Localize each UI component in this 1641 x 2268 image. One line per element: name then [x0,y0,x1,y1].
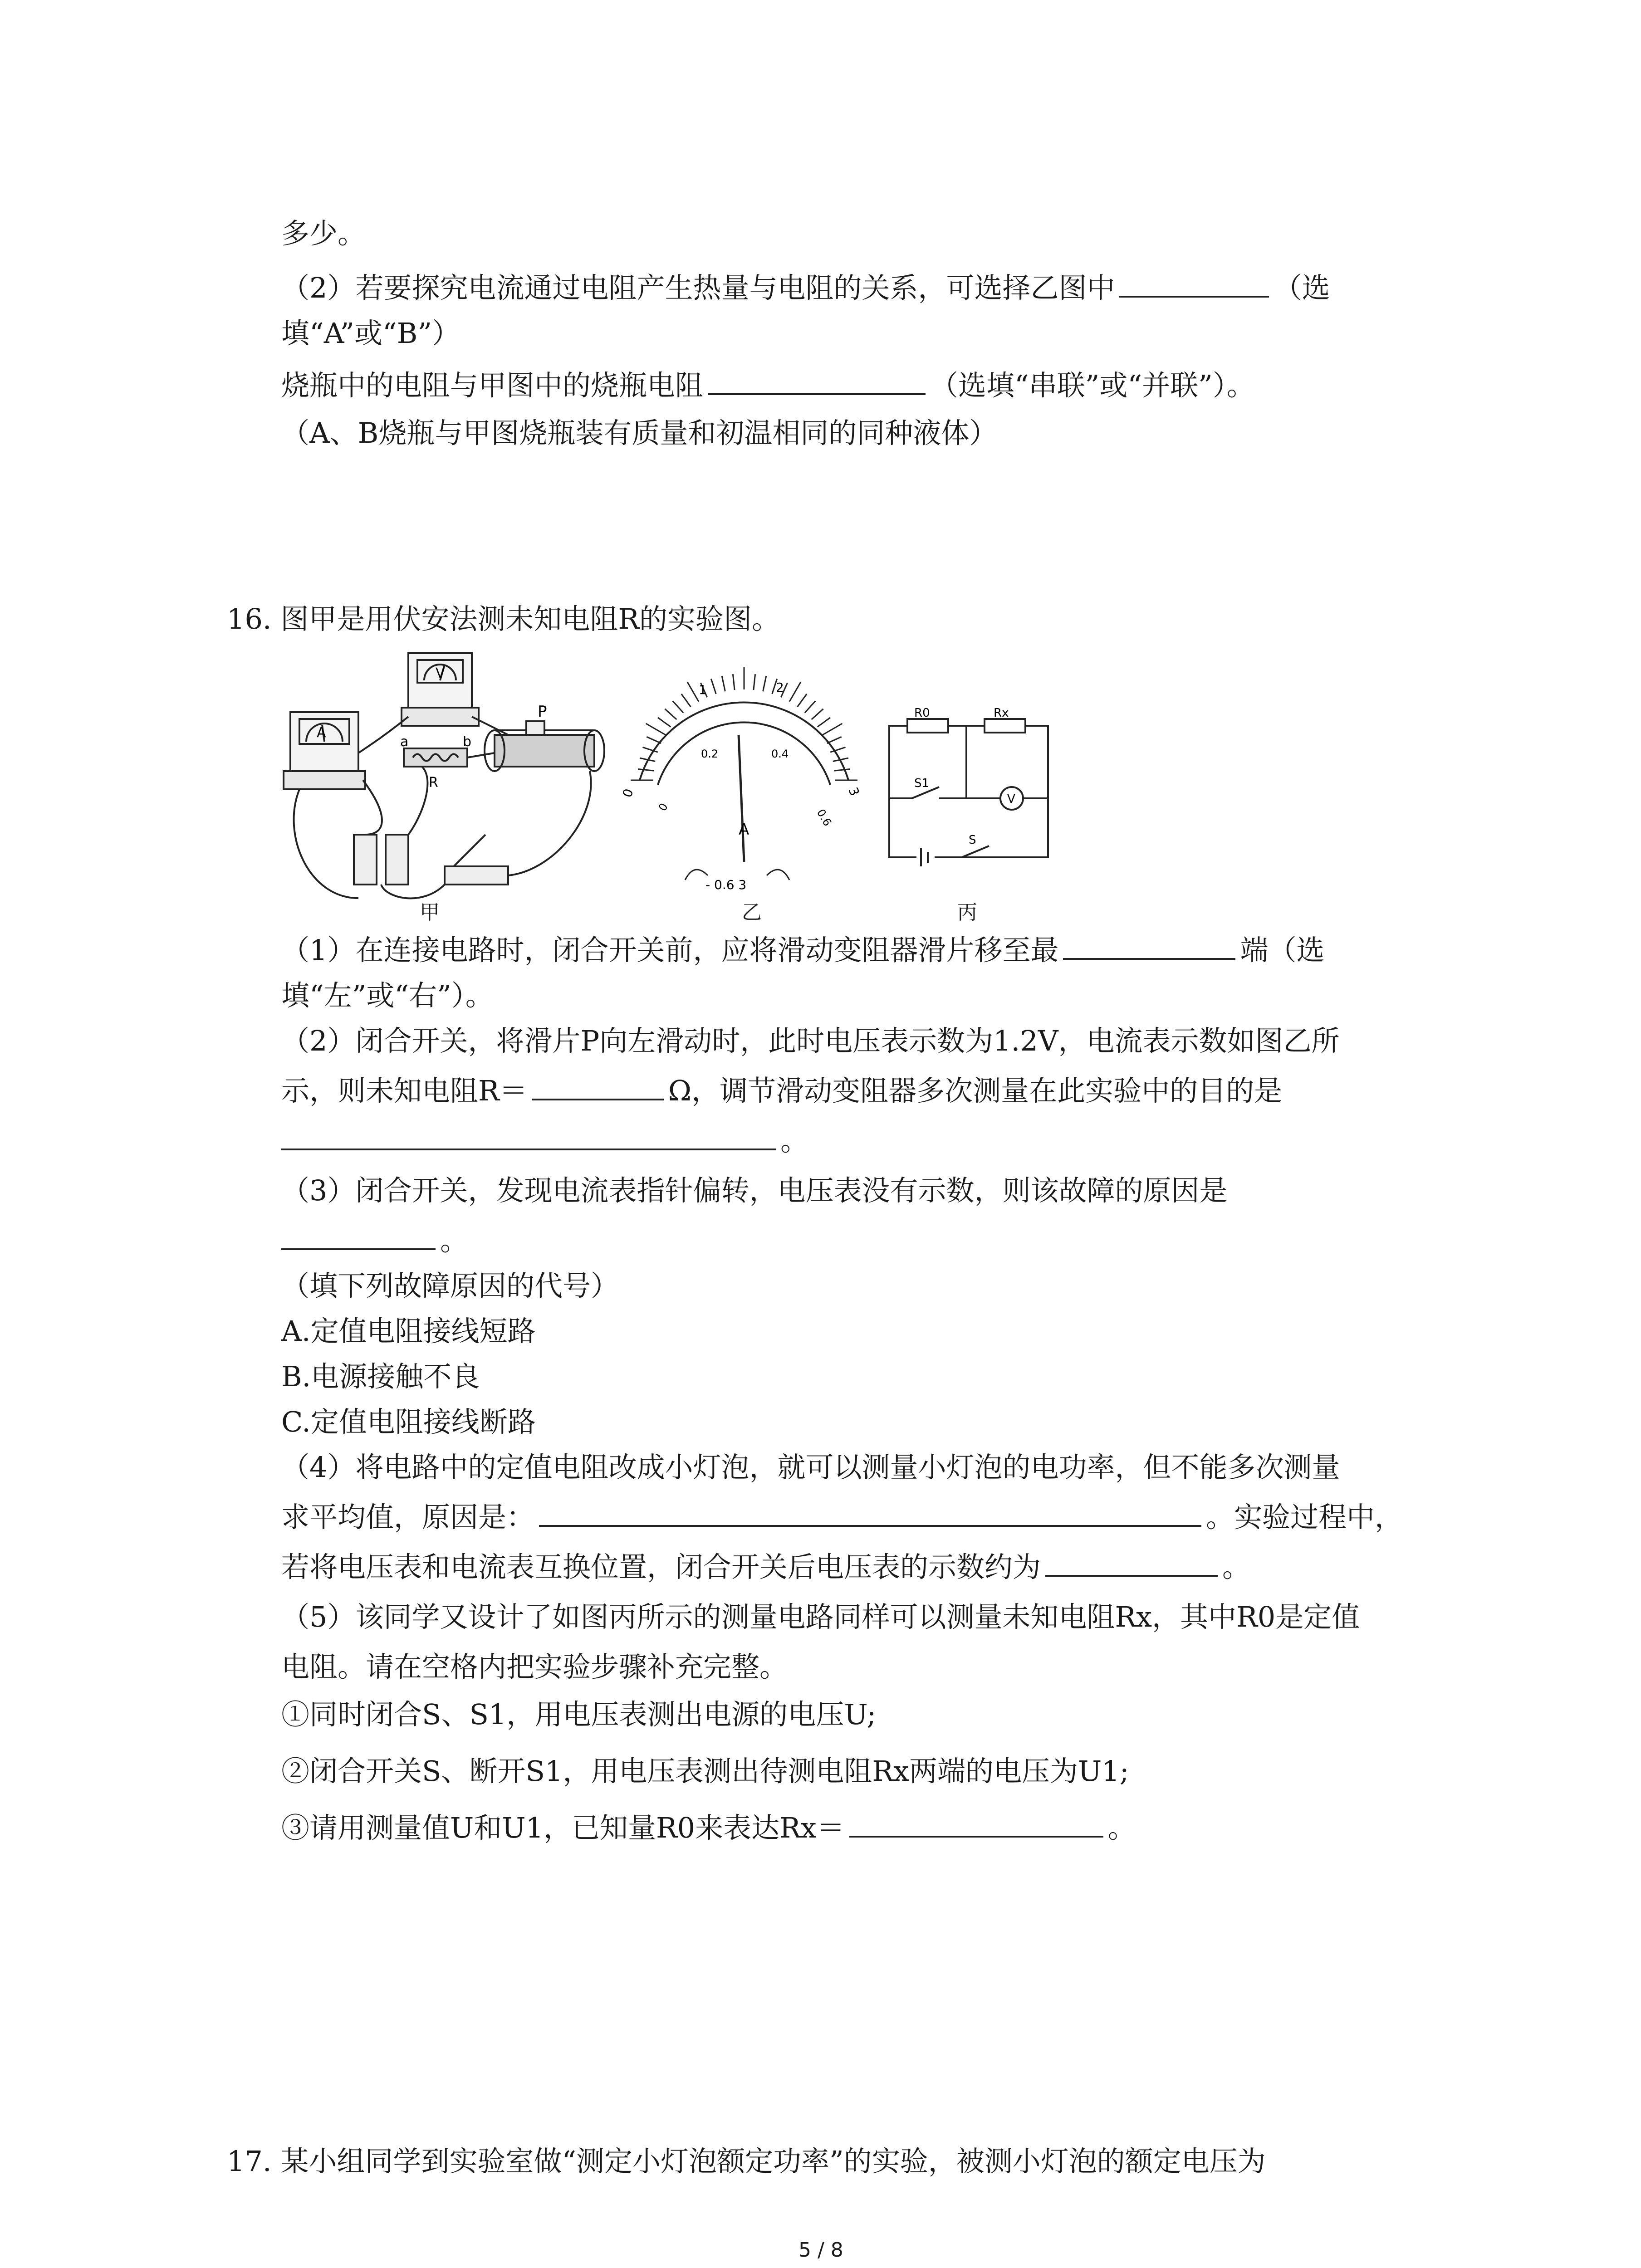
dial-tick [665,709,676,719]
q16-title: 16. 图甲是用伏安法测未知电阻R的实验图。 [227,602,780,635]
dial-tick [673,701,683,713]
answer-blank[interactable] [281,1120,776,1150]
answer-blank[interactable] [532,1070,664,1100]
dial-tick [834,769,850,771]
q16-p3-line-3: （填下列故障原因的代号） [281,1269,619,1302]
svg-text:S1: S1 [914,777,930,790]
svg-text:0: 0 [656,801,671,813]
dial-tick [789,682,801,701]
answer-blank[interactable] [539,1497,1201,1527]
svg-text:S: S [969,833,976,847]
q16-p4-line-3: 若将电压表和电流表互换位置，闭合开关后电压表的示数约为 。 [281,1547,1250,1588]
dial-tick [798,694,807,707]
step-3: ③请用测量值U和U1，已知量R0来表达Rx＝ 。 [281,1808,1136,1848]
q16-p5-line-2: 电阻。请在空格内把实验步骤补充完整。 [281,1650,788,1683]
dial-tick [647,737,661,743]
svg-text:2: 2 [776,680,784,695]
q16-p2-line-2: 示，则未知电阻R＝ Ω，调节滑动变阻器多次测量在此实验中的目的是 [281,1070,1282,1111]
caption-jia: 甲 [420,901,440,924]
dial-tick [805,701,815,713]
svg-text:A: A [317,725,326,741]
figure-jia-apparatus [272,644,617,925]
q16-p3-line-1: （3）闭合开关，发现电流表指针偏转，电压表没有示数，则该故障的原因是 [281,1174,1228,1207]
q16-p4-line-2: 求平均值，原因是： 。实验过程中， [281,1497,1403,1538]
q15-line-3: 填“A”或“B”） [281,317,460,350]
answer-blank[interactable] [1063,930,1235,960]
dial-tick [722,676,725,691]
option-b: B.电源接触不良 [281,1360,480,1393]
dial-tick [687,682,699,701]
caption-bing: 丙 [957,901,977,924]
step-1: ①同时闭合S、S1，用电压表测出电源的电压U; [281,1698,877,1731]
dial-tick [681,694,691,707]
dial-tick [763,676,766,691]
q16-p5-line-1: （5）该同学又设计了如图丙所示的测量电路同样可以测量未知电阻Rx，其中R0是定值 [281,1600,1360,1633]
dial-tick [818,718,830,727]
dial-tick [638,769,654,771]
answer-blank[interactable] [708,365,926,395]
caption-yi: 乙 [742,901,762,924]
option-a: A.定值电阻接线短路 [281,1315,536,1348]
svg-text:V: V [436,665,445,681]
dial-tick [711,679,716,694]
svg-text:R: R [429,775,438,791]
svg-text:0: 0 [619,787,637,800]
svg-text:R0: R0 [914,706,930,720]
dial-tick [658,718,671,727]
svg-text:0.6: 0.6 [814,807,834,829]
answer-blank[interactable] [1119,268,1269,298]
q16-p3-line-2: 。 [281,1220,468,1261]
q15-line-2: （2）若要探究电流通过电阻产生热量与电阻的关系，可选择乙图中 （选 [281,268,1330,308]
svg-text:P: P [538,703,547,721]
svg-text:1: 1 [699,682,707,697]
svg-text:a: a [400,734,409,750]
answer-blank[interactable] [1045,1547,1218,1577]
answer-blank[interactable] [849,1808,1103,1838]
q16-p1-line-2: 填“左”或“右”）。 [281,979,494,1012]
dial-tick [754,674,755,690]
q15-line-5: （A、B烧瓶与甲图烧瓶装有质量和初温相同的同种液体） [281,416,998,450]
svg-text:b: b [463,734,472,750]
svg-text:V: V [1007,792,1015,806]
option-c: C.定值电阻接线断路 [281,1405,536,1438]
q16-p2-line-1: （2）闭合开关，将滑片P向左滑动时，此时电压表示数为1.2V，电流表示数如图乙所 [281,1024,1340,1057]
q17-line-1: 17. 某小组同学到实验室做“测定小灯泡额定功率”的实验，被测小灯泡的额定电压为 [227,2145,1266,2178]
dial-tick [823,723,842,735]
q16-p2-line-3: 。 [281,1120,808,1161]
svg-text:- 0.6 3: - 0.6 3 [705,877,747,892]
figure-yi-ammeter-dial [619,644,876,898]
step-2: ②闭合开关S、断开S1，用电压表测出待测电阻Rx两端的电压为U1; [281,1755,1129,1788]
answer-blank[interactable] [281,1220,436,1250]
svg-text:A: A [739,821,749,839]
q15-line-1: 多少。 [281,217,366,250]
dial-tick [646,723,665,735]
q16-p1-line-1: （1）在连接电路时，闭合开关前，应将滑动变阻器滑片移至最 端（选 [281,930,1324,971]
svg-text:0.4: 0.4 [771,748,789,760]
svg-text:3: 3 [845,785,862,798]
q16-p4-line-1: （4）将电路中的定值电阻改成小灯泡，就可以测量小灯泡的电功率，但不能多次测量 [281,1451,1340,1484]
svg-text:Rx: Rx [994,706,1009,720]
q15-line-4: 烧瓶中的电阻与甲图中的烧瓶电阻 （选填“串联”或“并联”）。 [281,365,1255,406]
dial-tick [827,737,842,743]
page-number: 5 / 8 [798,2239,843,2262]
dial-tick [733,674,735,690]
svg-text:0.2: 0.2 [701,748,719,760]
figure-bing-circuit-diagram [871,708,1080,880]
dial-tick [812,709,823,719]
